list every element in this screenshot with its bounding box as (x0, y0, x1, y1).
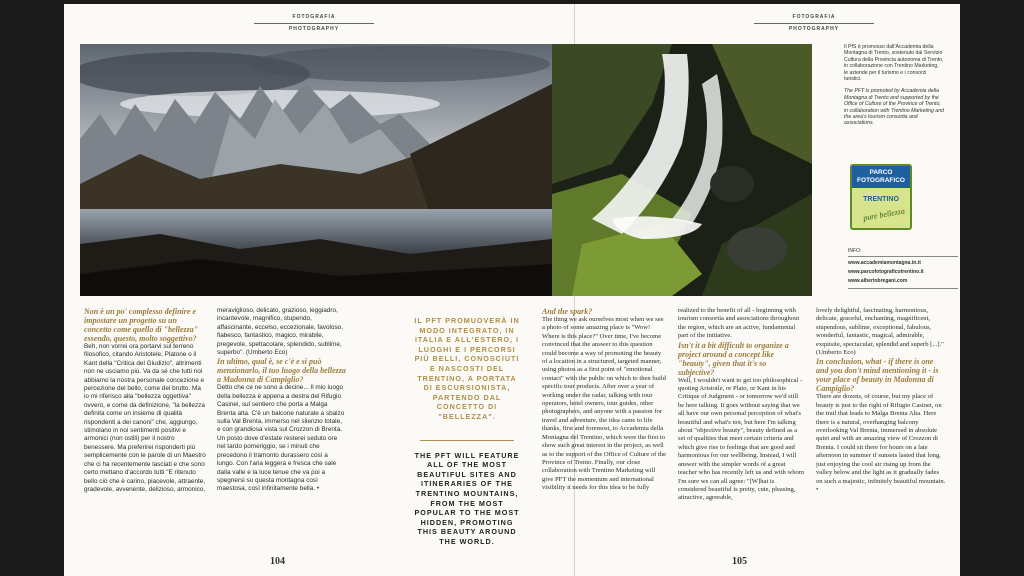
section-label-en: PHOTOGRAPHY (788, 26, 840, 32)
article-column-2 (217, 307, 347, 547)
interview-question: And the spark? (542, 307, 593, 316)
page-number-left: 104 (270, 556, 285, 567)
header-rule (254, 23, 374, 24)
article-column-4 (678, 307, 804, 547)
pull-quote-en: THE PFT WILL FEATURE ALL OF THE MOST BEAUTIFUL SITES AND ITINERARIES OF THE TRENTINO MOUNTAINS, FROM THE MOST POPULAR TO THE MOST HIDDEN, PROMOTING THIS BEAUTY AROUND THE WORLD. (414, 450, 520, 546)
waterfall-photo (552, 44, 812, 296)
section-label-en: PHOTOGRAPHY (288, 26, 340, 32)
article-column-3 (542, 307, 668, 547)
info-rule (848, 288, 958, 289)
interview-answer: lovely delightful, fascinating, harmonious, delicate, graceful, enchanting, magnificent, stupendous, sublime, exceptional, fabulous, wonderful, fantastic, magical, admirable, exquisite, spectacular, splendid and superb [...]." (Umberto Eco) (816, 307, 944, 357)
interview-answer: There are dozens, of course, but my place of beauty is just to the right of Rifugio Casinei, on the trail that leads to Malga Brenta Alta. Here there is a natural, overhanging balcony overlooking Val Brenta, immersed in absolute quiet and with an amazing view of Crozzon di Brenta. I could sit there for hours on a late afternoon in summer if sunsets lasted that long, just enjoying the cool air rising up from the valley below and the light as it gradually fades on such a majestic, infinitely beautiful mountain. • (816, 393, 946, 493)
section-header-right (754, 14, 874, 32)
section-label-it: FOTOGRAFIA (292, 14, 336, 20)
interview-question: Isn't it a bit difficult to organize a project around a concept like "beauty", given that it's so subjective? (678, 340, 789, 377)
header-rule (754, 23, 874, 24)
interview-answer: The thing we ask ourselves most when we see a photo of some amazing place is "Wow! Where is this place?" Over time, I've become convinced that the answer to this question could become a way of promoting the beauty of a location in a structured, targeted manner, using photos as a first point of "emotional contact" with the public on which to then build specific tour products. After over a year of working under the radar, talking with tour operators, hotel owners, tour guides, other photographers, and anyone with a passion for travel and adventure, the idea came to life thanks, first and foremost, to Accademia della Montagna del Trentino, which were the first to show such great interest in the project, as well as to the support of the Office of Culture of the Province of Trento. Finally, our close collaboration with Trentino Marketing will give PFT the momentum and international visibility it needs for this idea to be fully (542, 316, 667, 492)
sidebar-text-it: Il PfS è promosso dall'Accademia della Montagna di Trento, sostenuto dal Servizio Cultura della Provincia autonoma di Trento, in collaborazione con Trentino Marketing, le aziende per il turismo e i consorzi turistici. (844, 44, 944, 83)
magazine-spread (64, 4, 960, 576)
interview-answer: Beh, non vorrei ora portarvi sul terreno filosofico, citando Aristotele, Platone o il Kant della "Critica del Giudizio", altrimenti non ne usciamo più. Va da sé che tutti noi abbiamo la nostra personale concezione e percezione del bello, come del brutto. Ma io mi riferisco alla "bellezza oggettiva" ovvero, e come da definizione, "la bellezza definita come un insieme di qualità rispondenti a dei canoni" che, aggiungo, stimolano in noi sentimenti positivi e armonici (non ostili) per il nostro benessere. Ma preferirei risponderti più semplicemente con le parole di un Maestro che ci ha recentemente lasciati e che sono certo mettano d'accordo tutti "E ritenuto bello ciò che è carino, piacevole, attraente, gradevole, avvenente, delizioso, armonico, (84, 343, 206, 493)
pull-quote-divider (420, 440, 514, 441)
info-link[interactable]: www.accademiamontagna.tn.it (848, 260, 921, 266)
pull-quote (412, 316, 522, 546)
interview-question: In ultimo, qual è, se c'è e si può menzionarlo, il tuo luogo della bellezza a Madonna di Campiglio? (217, 357, 346, 385)
logo-title: PARCO FOTOGRAFICO (852, 166, 910, 188)
section-header-left (254, 14, 374, 32)
info-link[interactable]: www.parcofotograficotrentino.it (848, 269, 924, 275)
interview-answer: Well, I wouldn't want to get too philosophical - quoting Aristotle, or Plato, or Kant in his Critique of Judgment - or tomorrow we'd still be here talking. It goes without saying that we all have our own personal perception of what's beautiful and what's not, but here I'm talking about "objective beauty", beauty defined as a set of qualities that meet certain criteria and which give rise to feelings that are good and harmonious for our wellbeing. Instead, I will answer with the simpler words of a great teacher who has recently left us and with whom I'm sure we can all agree: "[W]hat is considered beautiful is pretty, cute, pleasing, attractive, agreeable, (678, 376, 804, 502)
logo-region: TRENTINO (863, 196, 899, 203)
interview-question: In conclusion, what - if there is one and you don't mind mentioning it - is your place of beauty in Madonna di Campiglio? (816, 357, 939, 394)
interview-answer: realized to the benefit of all - beginning with tourism consortia and associations throughout the region, which are an active, fundamental part of the initiative. (678, 307, 800, 340)
pull-quote-it: IL PFT PROMUOVERÀ IN MODO INTEGRATO, IN ITALIA E ALL'ESTERO, I LUOGHI E I PERCORSI PIÙ BELLI, CONOSCIUTI E NASCOSTI DEL TRENTINO, A PORTATA DI ESCURSIONISTA, PARTENDO DAL CONCETTO DI "BELLEZZA". (414, 316, 520, 421)
interview-answer: meraviglioso, delicato, grazioso, leggiadro, incantevole, magnifico, stupendo, affascinante, eccelso, eccezionale, favoloso, fiabesco, fantastico, magico, mirabile, pregevole, spettacolare, splendido, sublime, superbo". (Umberto Eco) (217, 307, 343, 357)
section-label-it: FOTOGRAFIA (792, 14, 836, 20)
logo-signature: pure bellezza (862, 206, 906, 223)
info-label: INFO: (848, 248, 862, 254)
info-link[interactable]: www.albertobregani.com (848, 278, 908, 284)
article-column-5 (816, 307, 946, 547)
sidebar-text-en: The PFT is promoted by Accademia della Montagna di Trento and supported by the Office of Culture of the Province of Trento, in collaboration with Trentino Marketing and the area's tourism consortia and associations. (844, 88, 944, 127)
info-box (848, 248, 958, 291)
page-number-right: 105 (732, 556, 747, 567)
sidebar-credits (844, 44, 944, 127)
info-rule (848, 256, 958, 257)
interview-question: Non è un po' complesso definire e impostare un progetto su un concetto come quello di "bellezza" essendo, questo, molto soggettivo? (84, 307, 199, 343)
interview-answer: Detto che ce ne sono a decine... Il mio luogo della bellezza è appena a destra del Rifugio Casinei, sul sentiero che porta a Malga Brenta alta. C'è un balcone naturale a sbalzo sulla Val Brenta, immerso nel silenzio totale, e con grandiosa vista sul Crozzon di Brenta. Un posto dove d'estate resterei seduto ore nel tardo pomeriggio, se i minuti che precedono il tramonto durassero così a lungo. Con l'aria leggera e fresca che sale dalla valle e la luce tenue che va poi a spegnersi su questa montagna così maestosa, così infinitamente bella. • (217, 384, 345, 493)
article-column-1 (84, 307, 206, 547)
parco-fotografico-logo (850, 164, 912, 230)
dolomites-lake-photo (80, 44, 552, 296)
